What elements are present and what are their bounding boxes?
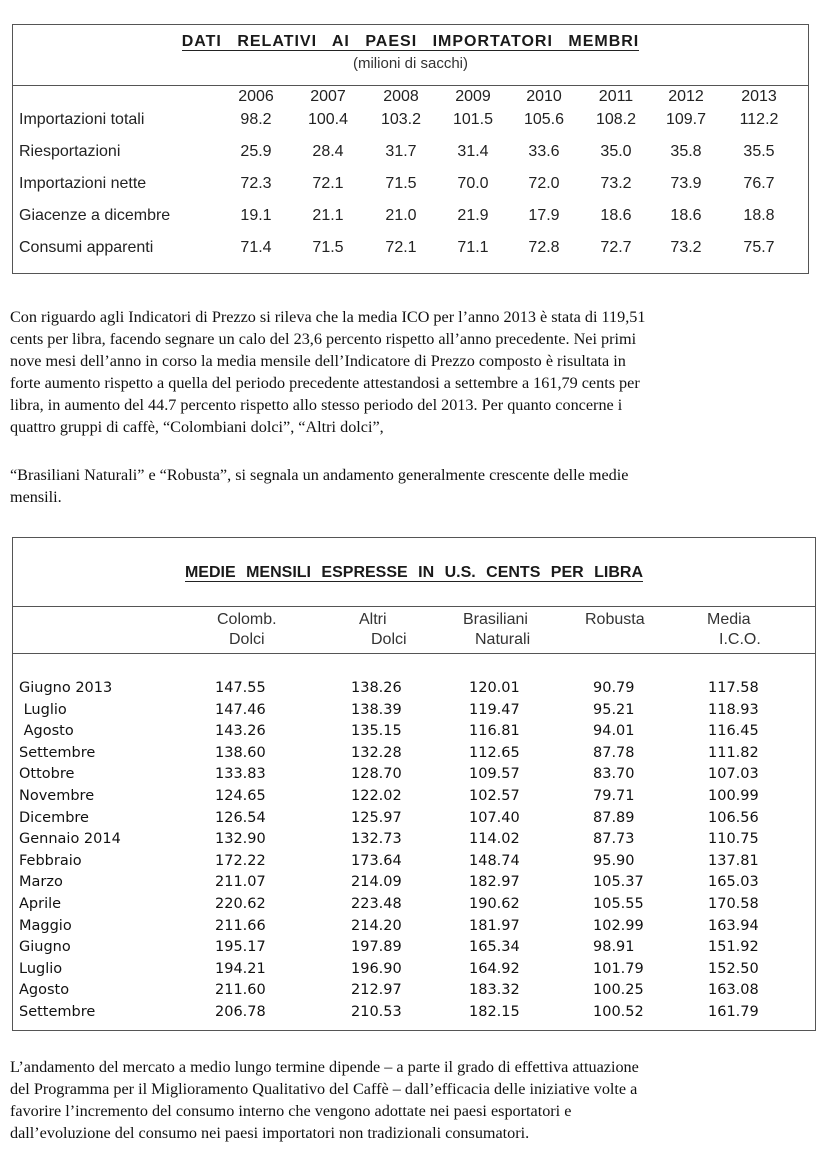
table-cell: 137.81 bbox=[708, 852, 759, 869]
table-cell: 117.58 bbox=[708, 680, 759, 696]
table-cell: 211.60 bbox=[215, 982, 266, 999]
month-label: Luglio bbox=[19, 960, 63, 977]
table-cell: 214.20 bbox=[351, 917, 402, 934]
row-label: Riesportazioni bbox=[19, 143, 121, 160]
table-cell: 71.4 bbox=[240, 239, 272, 256]
table-cell: 100.4 bbox=[307, 111, 349, 128]
table-cell: 138.60 bbox=[215, 744, 266, 761]
table-row bbox=[13, 143, 808, 165]
table-cell: 107.40 bbox=[469, 809, 520, 826]
row-label: Giacenze a dicembre bbox=[19, 207, 171, 224]
table-cell: 116.45 bbox=[708, 723, 759, 740]
table-cell: 25.9 bbox=[240, 143, 272, 160]
table-cell: 35.8 bbox=[670, 143, 702, 160]
table-cell: 170.58 bbox=[708, 896, 759, 912]
table-cell: 135.15 bbox=[351, 723, 402, 740]
column-header bbox=[217, 610, 277, 650]
column-header-line2: Dolci bbox=[371, 631, 407, 648]
table-cell: 95.21 bbox=[593, 701, 635, 718]
table-cell: 182.15 bbox=[469, 1004, 520, 1020]
table-cell: 138.39 bbox=[351, 701, 402, 718]
table-cell: 71.5 bbox=[385, 175, 417, 192]
table-cell: 173.64 bbox=[351, 852, 402, 869]
month-label: Dicembre bbox=[19, 809, 89, 826]
table-cell: 73.2 bbox=[600, 175, 632, 192]
table-cell: 190.62 bbox=[469, 896, 520, 912]
table-cell: 164.92 bbox=[469, 960, 520, 977]
table-cell: 161.79 bbox=[708, 1004, 759, 1020]
table-cell: 72.3 bbox=[240, 175, 272, 192]
table-row bbox=[13, 896, 815, 917]
table-cell: 72.1 bbox=[385, 239, 417, 256]
table1-divider bbox=[13, 85, 808, 86]
table-cell: 105.6 bbox=[523, 111, 565, 128]
table-cell: 103.2 bbox=[380, 111, 422, 128]
text-line: L’andamento del mercato a medio lungo termine dipende – a parte il grado di effettiva attuazione bbox=[10, 1058, 639, 1076]
table-cell: 98.91 bbox=[593, 939, 635, 956]
table-cell: 211.07 bbox=[215, 874, 266, 891]
month-label: Luglio bbox=[19, 701, 67, 718]
year-header: 2013 bbox=[741, 88, 777, 105]
month-label: Gennaio 2014 bbox=[19, 831, 121, 848]
table-cell: 125.97 bbox=[351, 809, 402, 826]
table-cell: 147.46 bbox=[215, 701, 266, 718]
table1-year-header bbox=[13, 88, 808, 108]
column-header-line1: Altri bbox=[359, 611, 387, 628]
table-cell: 196.90 bbox=[351, 960, 402, 977]
table-cell: 79.71 bbox=[593, 788, 635, 804]
table-cell: 124.65 bbox=[215, 788, 266, 804]
table-cell: 118.93 bbox=[708, 701, 759, 718]
table-cell: 101.5 bbox=[452, 111, 494, 128]
table-cell: 35.5 bbox=[743, 143, 775, 160]
table-cell: 109.57 bbox=[469, 766, 520, 783]
table-cell: 72.0 bbox=[528, 175, 560, 192]
month-label: Agosto bbox=[19, 723, 74, 740]
table-cell: 105.55 bbox=[593, 896, 644, 912]
table-cell: 181.97 bbox=[469, 917, 520, 934]
column-header bbox=[707, 610, 761, 650]
table-row bbox=[13, 175, 808, 197]
table-cell: 107.03 bbox=[708, 766, 759, 783]
table-cell: 87.73 bbox=[593, 831, 635, 848]
table-row bbox=[13, 207, 808, 229]
column-header-line2: Naturali bbox=[475, 631, 531, 648]
column-header-line2: Dolci bbox=[229, 631, 265, 648]
table-cell: 132.73 bbox=[351, 831, 402, 848]
table1-title: DATI RELATIVI AI PAESI IMPORTATORI MEMBRI bbox=[181, 33, 640, 50]
table-cell: 214.09 bbox=[351, 874, 402, 891]
table-cell: 19.1 bbox=[240, 207, 272, 224]
table-cell: 151.92 bbox=[708, 939, 759, 956]
table-cell: 18.6 bbox=[670, 207, 702, 224]
table-cell: 31.4 bbox=[457, 143, 489, 160]
month-label: Aprile bbox=[19, 896, 62, 912]
month-label: Giugno bbox=[19, 939, 71, 956]
table-row bbox=[13, 788, 815, 809]
table-cell: 148.74 bbox=[469, 852, 520, 869]
table-cell: 120.01 bbox=[469, 680, 520, 696]
table-cell: 100.99 bbox=[708, 788, 759, 804]
year-header: 2012 bbox=[668, 88, 704, 105]
table-cell: 194.21 bbox=[215, 960, 266, 977]
text-line: nove mesi dell’anno in corso la media mensile dell’Indicatore di Prezzo composto è risultata in bbox=[10, 352, 626, 370]
table-row bbox=[13, 723, 815, 744]
table-cell: 101.79 bbox=[593, 960, 644, 977]
column-header bbox=[463, 610, 530, 650]
row-label: Importazioni totali bbox=[19, 111, 145, 128]
table-cell: 143.26 bbox=[215, 723, 266, 740]
table-cell: 172.22 bbox=[215, 852, 266, 869]
text-line: mensili. bbox=[10, 488, 62, 506]
text-line: favorire l’incremento del consumo interno che vengono adottate nei paesi esportatori e bbox=[10, 1102, 572, 1120]
table-row bbox=[13, 831, 815, 852]
table-cell: 128.70 bbox=[351, 766, 402, 783]
table1-subtitle: (milioni di sacchi) bbox=[352, 55, 469, 72]
table-cell: 90.79 bbox=[593, 680, 635, 696]
table-cell: 71.1 bbox=[457, 239, 489, 256]
table-cell: 163.08 bbox=[708, 982, 759, 999]
table-cell: 133.83 bbox=[215, 766, 266, 783]
paragraph-price-indicators bbox=[10, 306, 810, 438]
table-row bbox=[13, 918, 815, 939]
table-row bbox=[13, 702, 815, 723]
table-cell: 75.7 bbox=[743, 239, 775, 256]
table-cell: 76.7 bbox=[743, 175, 775, 192]
table-cell: 18.8 bbox=[743, 207, 775, 224]
column-header-line1: Media bbox=[707, 611, 751, 628]
table-cell: 165.34 bbox=[469, 939, 520, 956]
table-cell: 132.90 bbox=[215, 831, 266, 848]
table-cell: 114.02 bbox=[469, 831, 520, 848]
table-cell: 211.66 bbox=[215, 917, 266, 934]
table-cell: 71.5 bbox=[312, 239, 344, 256]
table-cell: 31.7 bbox=[385, 143, 417, 160]
table-row bbox=[13, 745, 815, 766]
table-cell: 195.17 bbox=[215, 939, 266, 956]
table-cell: 98.2 bbox=[240, 111, 272, 128]
monthly-prices-table bbox=[12, 537, 816, 1031]
table-cell: 73.9 bbox=[670, 175, 702, 192]
table-cell: 72.7 bbox=[600, 239, 632, 256]
table-cell: 106.56 bbox=[708, 809, 759, 826]
table-cell: 119.47 bbox=[469, 701, 520, 718]
column-header bbox=[359, 610, 407, 650]
month-label: Marzo bbox=[19, 874, 63, 891]
table-cell: 122.02 bbox=[351, 788, 402, 804]
month-label: Agosto bbox=[19, 982, 70, 999]
table-cell: 132.28 bbox=[351, 744, 402, 761]
table-row bbox=[13, 111, 808, 133]
table-cell: 73.2 bbox=[670, 239, 702, 256]
text-line: libra, in aumento del 44.7 percento rispetto allo stesso periodo del 2013. Per quanto concerne i bbox=[10, 396, 623, 414]
table2-divider-bottom bbox=[13, 653, 815, 654]
table-cell: 21.0 bbox=[385, 207, 417, 224]
table-cell: 112.2 bbox=[739, 111, 779, 128]
month-label: Febbraio bbox=[19, 852, 82, 869]
table-cell: 108.2 bbox=[595, 111, 637, 128]
table-cell: 95.90 bbox=[593, 852, 635, 869]
year-header: 2008 bbox=[383, 88, 419, 105]
table-cell: 223.48 bbox=[351, 896, 402, 912]
column-header-line2: I.C.O. bbox=[719, 631, 761, 648]
table-cell: 197.89 bbox=[351, 939, 402, 956]
table-cell: 33.6 bbox=[528, 143, 560, 160]
table-cell: 147.55 bbox=[215, 680, 266, 696]
column-header-line1: Robusta bbox=[585, 611, 645, 628]
table-cell: 105.37 bbox=[593, 874, 644, 891]
table-cell: 18.6 bbox=[600, 207, 632, 224]
table-cell: 21.1 bbox=[312, 207, 344, 224]
table-row bbox=[13, 939, 815, 960]
month-label: Novembre bbox=[19, 788, 95, 804]
table-row bbox=[13, 982, 815, 1003]
table-cell: 17.9 bbox=[528, 207, 560, 224]
table2-divider-top bbox=[13, 606, 815, 607]
month-label: Settembre bbox=[19, 744, 96, 761]
month-label: Maggio bbox=[19, 917, 72, 934]
paragraph-market-outlook bbox=[10, 1056, 810, 1144]
table-cell: 72.1 bbox=[312, 175, 344, 192]
year-header: 2006 bbox=[238, 88, 274, 105]
column-header-line1: Colomb. bbox=[217, 611, 277, 628]
table-cell: 35.0 bbox=[600, 143, 632, 160]
table-cell: 163.94 bbox=[708, 917, 759, 934]
table-cell: 220.62 bbox=[215, 896, 266, 912]
table-cell: 112.65 bbox=[469, 744, 520, 761]
table-cell: 100.25 bbox=[593, 982, 644, 999]
paragraph-coffee-groups bbox=[10, 464, 810, 508]
month-label: Giugno 2013 bbox=[19, 680, 113, 696]
table-cell: 165.03 bbox=[708, 874, 759, 891]
column-header bbox=[585, 610, 645, 630]
table-row bbox=[13, 680, 815, 701]
year-header: 2010 bbox=[526, 88, 562, 105]
table-cell: 210.53 bbox=[351, 1004, 402, 1020]
table-cell: 183.32 bbox=[469, 982, 520, 999]
table-cell: 102.99 bbox=[593, 917, 644, 934]
text-line: del Programma per il Miglioramento Qualitativo del Caffè – dall’efficacia delle iniziative volte a bbox=[10, 1080, 638, 1098]
row-label: Importazioni nette bbox=[19, 175, 147, 192]
row-label: Consumi apparenti bbox=[19, 239, 154, 256]
table-row bbox=[13, 874, 815, 895]
table-cell: 111.82 bbox=[708, 744, 759, 761]
year-header: 2011 bbox=[598, 88, 634, 105]
table-cell: 152.50 bbox=[708, 960, 759, 977]
table-cell: 126.54 bbox=[215, 809, 266, 826]
column-header-line1: Brasiliani bbox=[463, 611, 528, 628]
text-line: dall’evoluzione del consumo nei paesi importatori non tradizionali consumatori. bbox=[10, 1124, 530, 1142]
table-cell: 100.52 bbox=[593, 1004, 644, 1020]
year-header: 2007 bbox=[310, 88, 346, 105]
import-data-table bbox=[12, 24, 809, 274]
table-cell: 94.01 bbox=[593, 723, 635, 740]
table-cell: 21.9 bbox=[457, 207, 489, 224]
table-row bbox=[13, 810, 815, 831]
table-cell: 83.70 bbox=[593, 766, 635, 783]
table-cell: 72.8 bbox=[528, 239, 560, 256]
table-row bbox=[13, 239, 808, 261]
table-cell: 182.97 bbox=[469, 874, 520, 891]
text-line: cents per libra, facendo segnare un calo del 23,6 percento rispetto all’anno precedente. Nei primi bbox=[10, 330, 637, 348]
table-row bbox=[13, 853, 815, 874]
month-label: Settembre bbox=[19, 1004, 96, 1020]
table-cell: 110.75 bbox=[708, 831, 759, 848]
text-line: quattro gruppi di caffè, “Colombiani dolci”, “Altri dolci”, bbox=[10, 418, 384, 436]
year-header: 2009 bbox=[455, 88, 491, 105]
table-cell: 206.78 bbox=[215, 1004, 266, 1020]
text-line: forte aumento rispetto a quella del periodo precedente attestandosi a settembre a 161,79 cents per bbox=[10, 374, 640, 392]
month-label: Ottobre bbox=[19, 766, 75, 783]
table-cell: 102.57 bbox=[469, 788, 520, 804]
table-cell: 28.4 bbox=[312, 143, 344, 160]
table-cell: 212.97 bbox=[351, 982, 402, 999]
text-line: Con riguardo agli Indicatori di Prezzo si rileva che la media ICO per l’anno 2013 è stata di 119,51 bbox=[10, 308, 646, 326]
table-cell: 138.26 bbox=[351, 680, 402, 696]
text-line: “Brasiliani Naturali” e “Robusta”, si segnala un andamento generalmente crescente delle medie bbox=[10, 466, 629, 484]
table-row bbox=[13, 1004, 815, 1025]
table-cell: 116.81 bbox=[469, 723, 520, 740]
table-cell: 87.89 bbox=[593, 809, 635, 826]
table-row bbox=[13, 766, 815, 787]
table-cell: 87.78 bbox=[593, 744, 635, 761]
table-cell: 70.0 bbox=[457, 175, 489, 192]
table2-title: MEDIE MENSILI ESPRESSE IN U.S. CENTS PER LIBRA bbox=[184, 564, 644, 581]
table-row bbox=[13, 961, 815, 982]
table-cell: 109.7 bbox=[665, 111, 707, 128]
